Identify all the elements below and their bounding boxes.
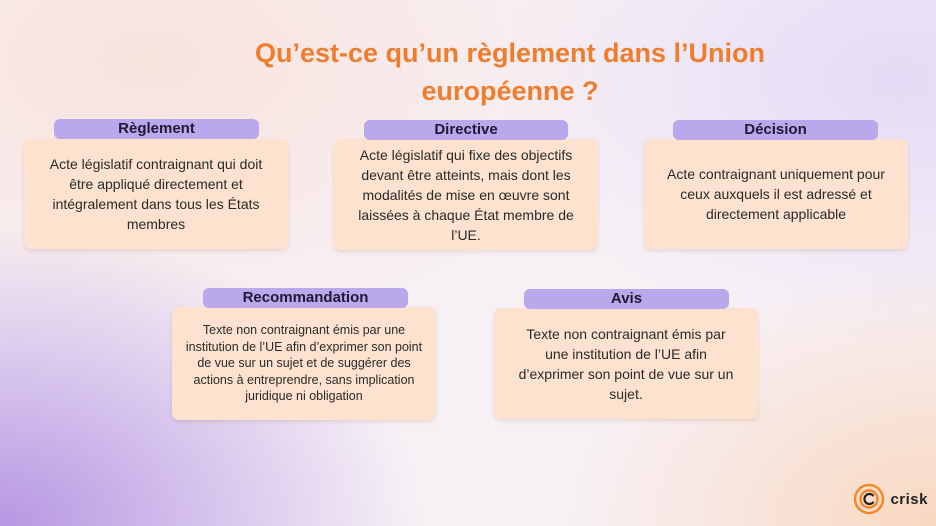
card-description: Acte législatif qui fixe des objectifs devant être atteints, mais dont les modalités de mise en œuvre sont laissées à chaque État membre de l’UE. — [358, 146, 574, 243]
card-box — [494, 308, 758, 419]
card-box — [644, 139, 908, 249]
card-box — [334, 139, 598, 250]
card-label: Décision — [673, 120, 878, 140]
card-box — [24, 139, 288, 249]
logo-text: crisk — [890, 490, 928, 508]
crisk-logo — [853, 482, 928, 516]
card-description: Texte non contraignant émis par une institution de l’UE afin d’exprimer son point de vue sur un sujet. — [518, 325, 734, 402]
card-box — [172, 307, 436, 420]
page-title: Qu’est-ce qu’un règlement dans l’Union européenne ? — [254, 38, 766, 106]
card-label: Recommandation — [203, 288, 408, 308]
card-description: Acte contraignant uniquement pour ceux auxquels il est adressé et directement applicable — [667, 166, 885, 222]
card-label: Directive — [364, 120, 568, 140]
crisk-logo-icon — [853, 483, 885, 515]
card-description: Texte non contraignant émis par une institution de l’UE afin d’exprimer son point de vue sur un sujet et de suggérer des actions à entreprendre, sans implication juridique ni obligation — [185, 323, 423, 404]
card-label: Règlement — [54, 119, 259, 139]
card-label: Avis — [524, 289, 729, 309]
card-description: Acte législatif contraignant qui doit être appliqué directement et intégralement dans tous les États membres — [49, 156, 263, 232]
